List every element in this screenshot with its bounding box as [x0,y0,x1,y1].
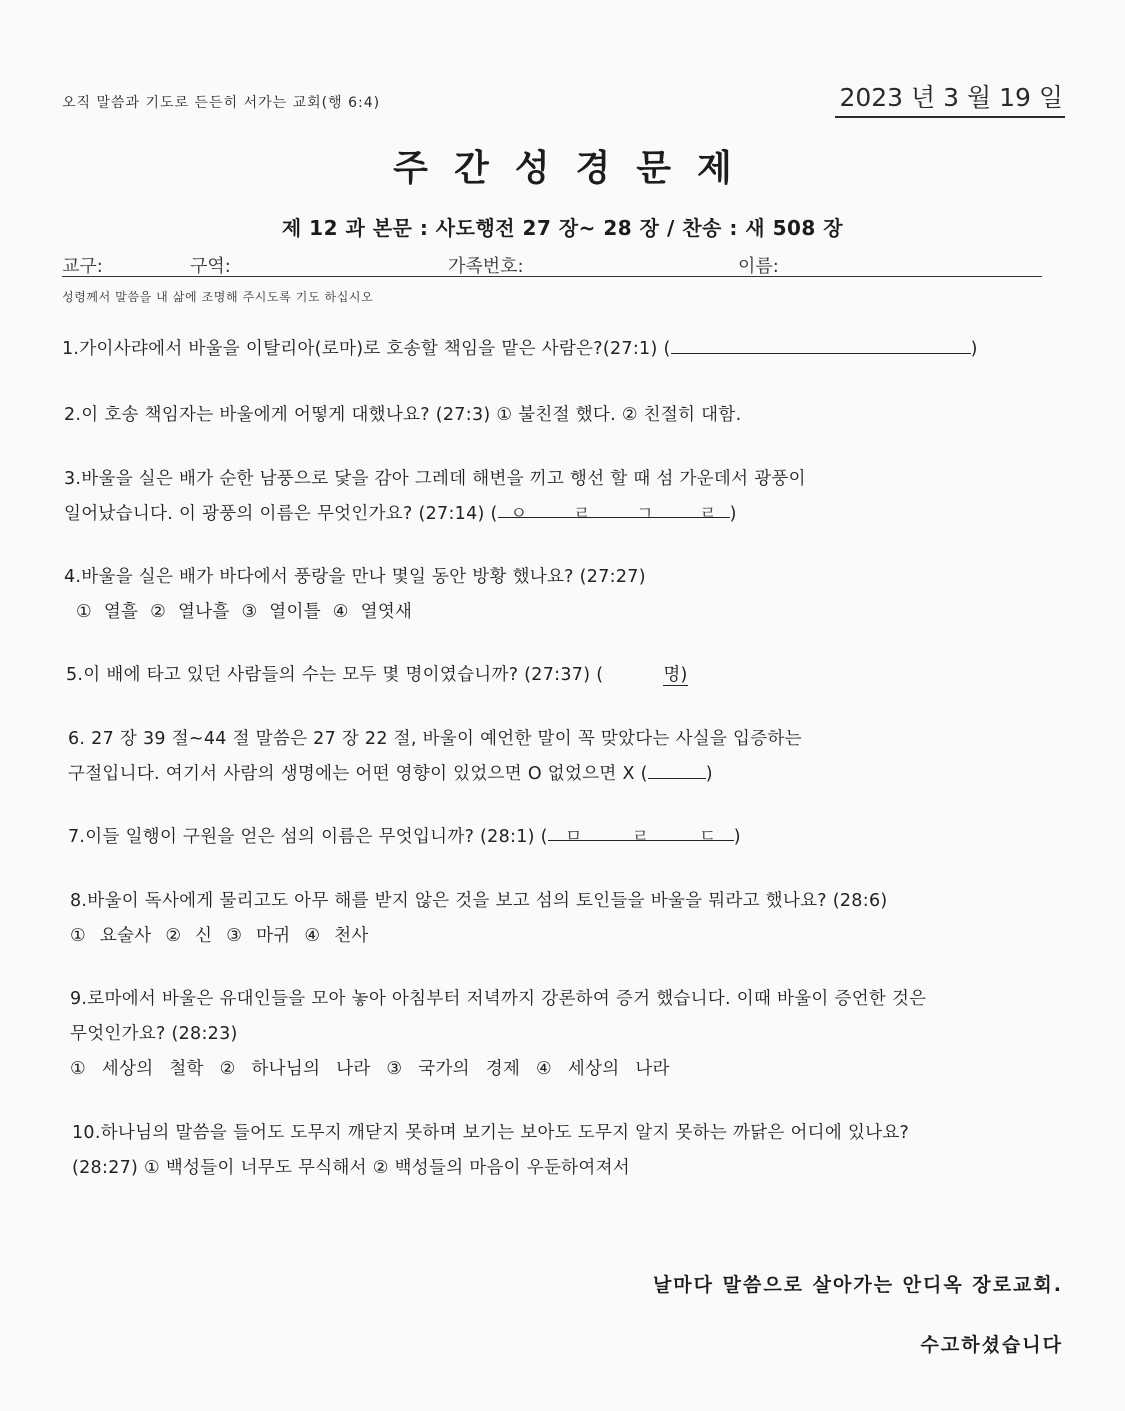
lesson-subtitle: 제 12 과 본문 : 사도행전 27 장~ 28 장 / 찬송 : 새 508 장 [281,216,844,240]
question-9-line-2: 무엇인가요? (28:23) [70,1024,238,1044]
question-8-options: ① 요술사 ② 신 ③ 마귀 ④ 천사 [70,926,369,946]
question-6-line-2 [68,757,802,792]
answer-blank-7[interactable]: ㅁ ㄹ ㄷ [548,820,734,841]
question-1-text: 1.가이사랴에서 바울을 이탈리아(로마)로 호송할 책임을 맡은 사람은?(27:1) ( [62,339,671,359]
question-7-close: ) [733,827,741,847]
answer-blank-1[interactable] [671,333,971,354]
answer-blank-5[interactable] [603,660,663,680]
question-1-close: ) [970,339,978,359]
answer-blank-3[interactable]: ㅇ ㄹ ㄱ ㄹ [498,497,730,518]
worksheet-date: 2023 년 3 월 19 일 [835,78,1065,118]
question-6-close: ) [705,764,713,784]
question-3-line-2 [64,497,806,532]
question-5-unit: 명) [663,665,688,685]
question-8-line-1: 8.바울이 독사에게 물리고도 아무 해를 받지 않은 것을 보고 섬의 토인들을 바울을 뭐라고 했나요? (28:6) [70,891,888,911]
closing-message: 수고하셨습니다 [920,1334,1063,1356]
question-4-options: ① 열흘 ② 열나흘 ③ 열이틀 ④ 열엿새 [76,602,413,622]
question-10-line-2: (28:27) ① 백성들이 너무도 무식해서 ② 백성들의 마음이 우둔하여져서 [72,1158,630,1178]
family-number-label: 가족번호: [448,256,524,277]
instruction-text: 성령께서 말씀을 내 삶에 조명해 주시도록 기도 하십시오 [62,290,374,304]
district-label: 교구: [62,256,103,277]
question-5-text: 5.이 배에 타고 있던 사람들의 수는 모두 몇 명이였습니까? (27:37) ( [66,665,604,685]
answer-blank-6[interactable] [648,758,706,779]
question-10-line-1: 10.하나님의 말씀을 들어도 도무지 깨닫지 못하며 보기는 보아도 도무지 알지 못하는 까닭은 어디에 있나요? [72,1123,910,1143]
question-3-line-1: 3.바울을 실은 배가 순한 남풍으로 닻을 감아 그레데 해변을 끼고 행선 할 때 섬 가운데서 광풍이 [64,469,806,489]
church-motto: 오직 말씀과 기도로 든든히 서가는 교회(행 6:4) [62,95,381,111]
question-6-line-1: 6. 27 장 39 절~44 절 말씀은 27 장 22 절, 바울이 예언한 말이 꼭 맞았다는 사실을 입증하는 [68,729,802,749]
question-9 [70,982,926,1087]
question-1 [62,332,978,367]
zone-label: 구역: [190,256,231,277]
question-8 [70,884,888,954]
question-9-options: ① 세상의 철학 ② 하나님의 나라 ③ 국가의 경제 ④ 세상의 나라 [70,1059,670,1079]
question-9-line-1: 9.로마에서 바울은 유대인들을 모아 놓아 아침부터 저녁까지 강론하여 증거 했습니다. 이때 바울이 증언한 것은 [70,989,927,1009]
question-7 [68,820,741,855]
question-4-line-1: 4.바울을 실은 배가 바다에서 풍랑을 만나 몇일 동안 방황 했나요? (27:27) [64,567,646,587]
question-3-text: 일어났습니다. 이 광풍의 이름은 무엇인가요? (27:14) ( [64,504,498,524]
question-6-text: 구절입니다. 여기서 사람의 생명에는 어떤 영향이 있었으면 O 없었으면 X ( [68,764,648,784]
question-4 [64,560,646,630]
question-5 [66,658,688,693]
question-6 [68,722,802,792]
church-name: 날마다 말씀으로 살아가는 안디옥 장로교회. [652,1274,1063,1296]
question-3 [64,462,806,532]
question-10 [72,1116,909,1186]
name-label: 이름: [738,256,779,277]
question-7-text: 7.이들 일행이 구원을 얻은 섬의 이름은 무엇입니까? (28:1) ( [68,827,548,847]
info-row [62,252,1042,277]
question-2: 2.이 호송 책임자는 바울에게 어떻게 대했나요? (27:3) ① 불친절 했다. ② 친절히 대함. [64,405,742,425]
page-title: 주간성경문제 [393,148,758,189]
question-3-close: ) [729,504,737,524]
